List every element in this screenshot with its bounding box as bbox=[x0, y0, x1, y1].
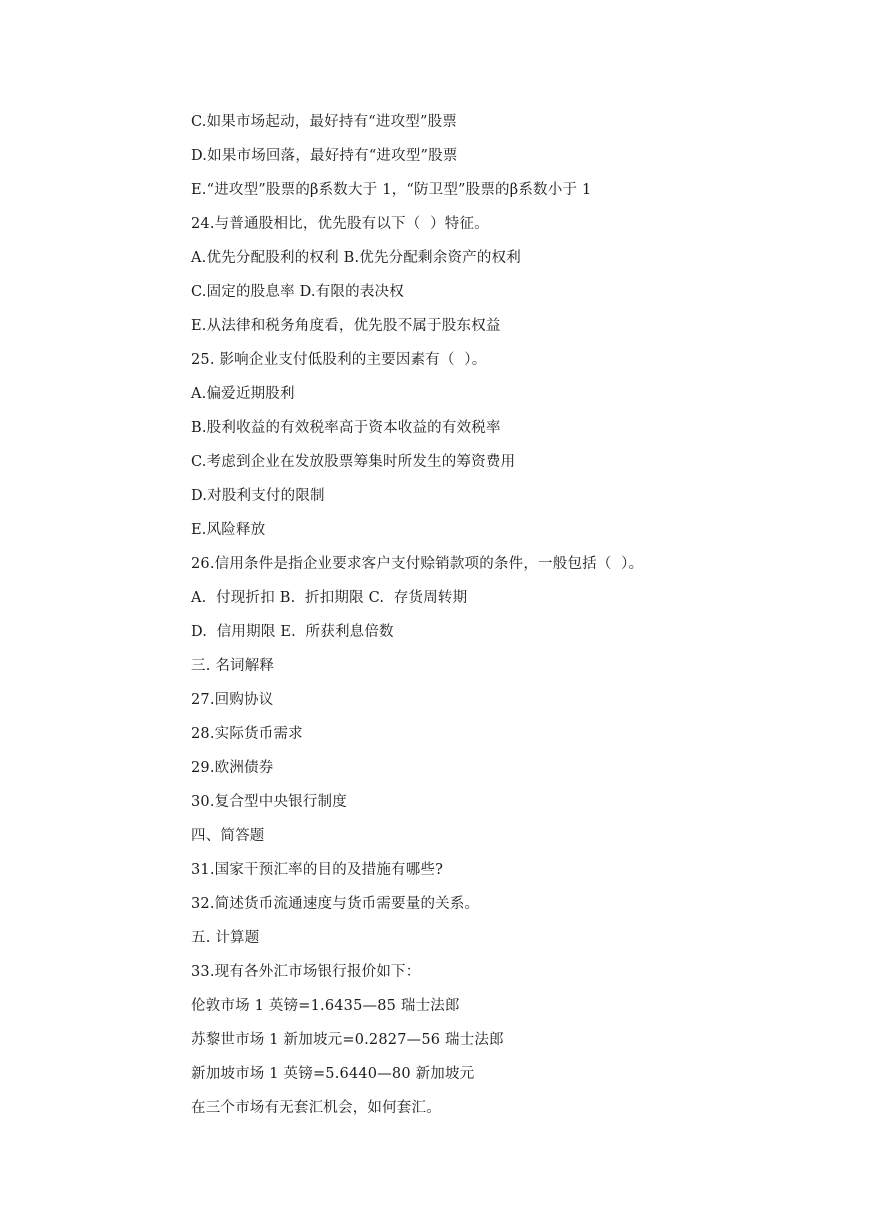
question-31: 31.国家干预汇率的目的及措施有哪些? bbox=[191, 862, 444, 878]
q26-options-d-e: D. 信用期限 E. 所获利息倍数 bbox=[191, 624, 394, 640]
section-5-heading: 五. 计算题 bbox=[191, 930, 260, 946]
question-32: 32.简述货币流通速度与货币需要量的关系。 bbox=[191, 896, 480, 912]
q25-option-a: A.偏爱近期股利 bbox=[191, 386, 295, 402]
question-30: 30.复合型中央银行制度 bbox=[191, 794, 347, 810]
option-e-beta: E.“进攻型”股票的β系数大于 1，“防卫型”股票的β系数小于 1 bbox=[191, 182, 592, 198]
q24-options-a-b: A.优先分配股利的权利 B.优先分配剩余资产的权利 bbox=[191, 250, 521, 266]
option-c-market-rise: C.如果市场起动，最好持有“进攻型”股票 bbox=[191, 114, 458, 130]
q24-options-c-d: C.固定的股息率 D.有限的表决权 bbox=[191, 284, 404, 300]
question-24: 24.与普通股相比，优先股有以下（ ）特征。 bbox=[191, 216, 489, 232]
question-26: 26.信用条件是指企业要求客户支付赊销款项的条件，一般包括（ ）。 bbox=[191, 556, 644, 572]
q25-option-b: B.股利收益的有效税率高于资本收益的有效税率 bbox=[191, 420, 501, 436]
quote-singapore: 新加坡市场 1 英镑=5.6440—80 新加坡元 bbox=[191, 1066, 475, 1082]
q24-option-e: E.从法律和税务角度看，优先股不属于股东权益 bbox=[191, 318, 501, 334]
document-body bbox=[191, 110, 791, 1130]
quote-zurich: 苏黎世市场 1 新加坡元=0.2827—56 瑞士法郎 bbox=[191, 1032, 504, 1048]
q25-option-e: E.风险释放 bbox=[191, 522, 266, 538]
question-25: 25. 影响企业支付低股利的主要因素有（ ）。 bbox=[191, 352, 487, 368]
option-d-market-fall: D.如果市场回落，最好持有“进攻型”股票 bbox=[191, 148, 458, 164]
question-33: 33.现有各外汇市场银行报价如下： bbox=[191, 964, 421, 980]
question-28: 28.实际货币需求 bbox=[191, 726, 303, 742]
q26-options-a-b-c: A. 付现折扣 B. 折扣期限 C. 存货周转期 bbox=[191, 590, 468, 606]
quote-london: 伦敦市场 1 英镑=1.6435—85 瑞士法郎 bbox=[191, 998, 460, 1014]
section-4-heading: 四、简答题 bbox=[191, 828, 265, 844]
q25-option-d: D.对股利支付的限制 bbox=[191, 488, 325, 504]
q33-question-text: 在三个市场有无套汇机会，如何套汇。 bbox=[191, 1100, 441, 1116]
section-3-heading: 三. 名词解释 bbox=[191, 658, 275, 674]
question-29: 29.欧洲债券 bbox=[191, 760, 274, 776]
question-27: 27.回购协议 bbox=[191, 692, 274, 708]
q25-option-c: C.考虑到企业在发放股票筹集时所发生的筹资费用 bbox=[191, 454, 516, 470]
